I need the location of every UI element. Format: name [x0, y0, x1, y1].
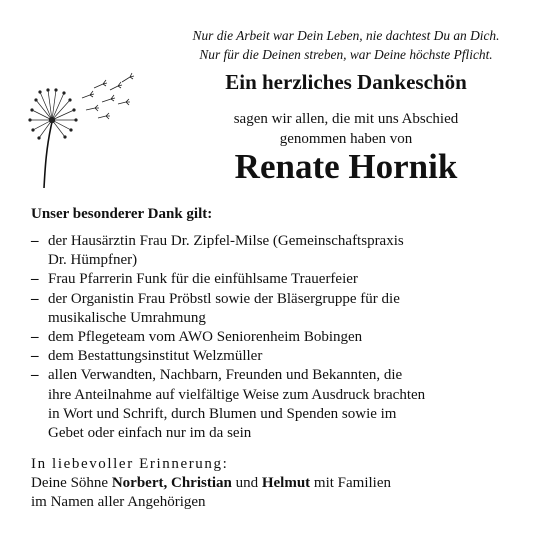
thanks-list [31, 232, 541, 443]
son-name-1: Norbert [111, 475, 164, 491]
list-item-line: allen Verwandten, Nachbarn, Freunden und Bekannten, die [48, 367, 403, 384]
list-item [31, 366, 541, 443]
list-item-line: dem Pflegeteam vom AWO Seniorenheim Bobingen [48, 329, 363, 346]
dandelion-icon [22, 60, 142, 190]
dash-bullet: – [31, 367, 39, 384]
list-item [31, 290, 541, 328]
family-line [31, 474, 391, 493]
subtitle-line-2: genommen haben von [279, 131, 413, 147]
dash-bullet: – [31, 271, 39, 288]
list-item-line: in Wort und Schrift, durch Blumen und Spenden sowie im [48, 405, 397, 422]
dash-bullet: – [31, 329, 39, 346]
list-item [31, 232, 541, 270]
list-item-line: ihre Anteilnahme auf vielfältige Weise zum Ausdruck brachten [48, 386, 426, 403]
list-item-line: Dr. Hümpfner) [48, 252, 138, 269]
family-prefix: Deine Söhne [31, 475, 109, 491]
dash-bullet: – [31, 348, 39, 365]
family-suffix: mit Familien [313, 475, 391, 491]
list-item [31, 270, 541, 289]
list-item-line: der Hausärztin Frau Dr. Zipfel-Milse (Gemeinschaftspraxis [48, 233, 404, 249]
quote-line-1: Nur die Arbeit war Dein Leben, nie dachtest Du an Dich. [192, 28, 500, 43]
memory-line: In liebevoller Erinnerung: [31, 456, 229, 472]
subtitle-line-1: sagen wir allen, die mit uns Abschied [233, 111, 459, 127]
list-item-line: der Organistin Frau Pröbstl sowie der Bläsergruppe für die [48, 290, 400, 307]
quote-line-2: Nur für die Deinen streben, war Deine höchste Pflicht. [199, 47, 493, 62]
list-item-line: Frau Pfarrerin Funk für die einfühlsame Trauerfeier [48, 271, 358, 288]
relatives-line: im Namen aller Angehörigen [31, 494, 206, 510]
list-item-line: Gebet oder einfach nur im da sein [48, 425, 252, 442]
list-item [31, 347, 541, 366]
son-name-3: Helmut [261, 475, 311, 491]
list-item [31, 328, 541, 347]
and-word: und [235, 475, 259, 491]
dash-bullet: – [31, 290, 39, 307]
list-item-line: musikalische Umrahmung [48, 309, 206, 326]
name-separator: , [163, 475, 168, 491]
son-name-2: Christian [170, 475, 232, 491]
dash-bullet: – [31, 233, 39, 249]
list-item-line: dem Bestattungsinstitut Welzmüller [48, 348, 263, 365]
deceased-name: Renate Hornik [234, 147, 458, 186]
thanks-intro: Unser besonderer Dank gilt: [31, 206, 213, 222]
heading: Ein herzliches Dankeschön [225, 70, 467, 94]
